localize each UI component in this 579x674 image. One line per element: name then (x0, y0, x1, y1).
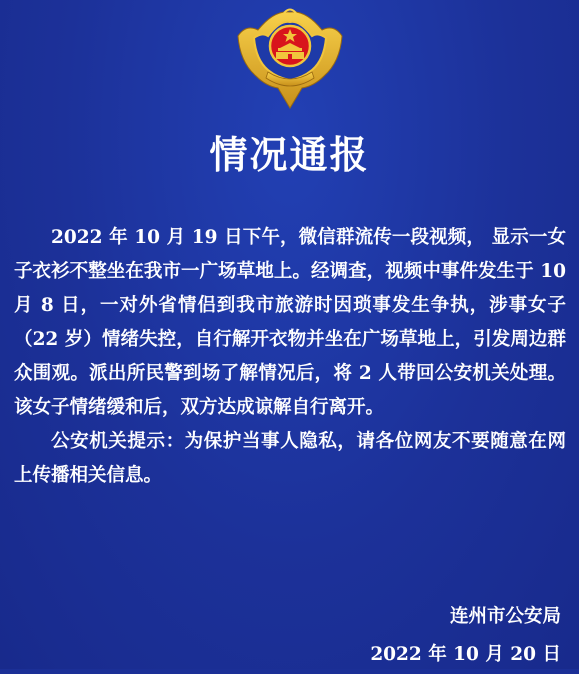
issuer-name: 连州市公安局 (449, 606, 561, 627)
notice-paragraph: 2022 年 10 月 19 日下午，微信群流传一段视频， 显示一女子衣衫不整坐在我市一广场草地上。经调查，视频中事件发生于 10 月 8 日，一对外省情侣到我市旅游时因琐事发生争执，涉事女子（22 岁）情绪失控，自行解开衣物并坐在广场草地上，引发周边群众围观。派出所民警到场了解情况后，将 2 人带回公安机关处理。该女子情绪缓和后，双方达成谅解自行离开。 (14, 227, 566, 418)
notice-title: 情况通报 (209, 132, 370, 177)
notice-signature (370, 598, 561, 674)
notice-paragraph: 公安机关提示：为保护当事人隐私，请各位网友不要随意在网上传播相关信息。 (14, 431, 566, 486)
police-emblem-icon (228, 2, 352, 110)
notice-body (14, 221, 566, 493)
issue-date: 2022 年 10 月 20 日 (370, 644, 561, 665)
